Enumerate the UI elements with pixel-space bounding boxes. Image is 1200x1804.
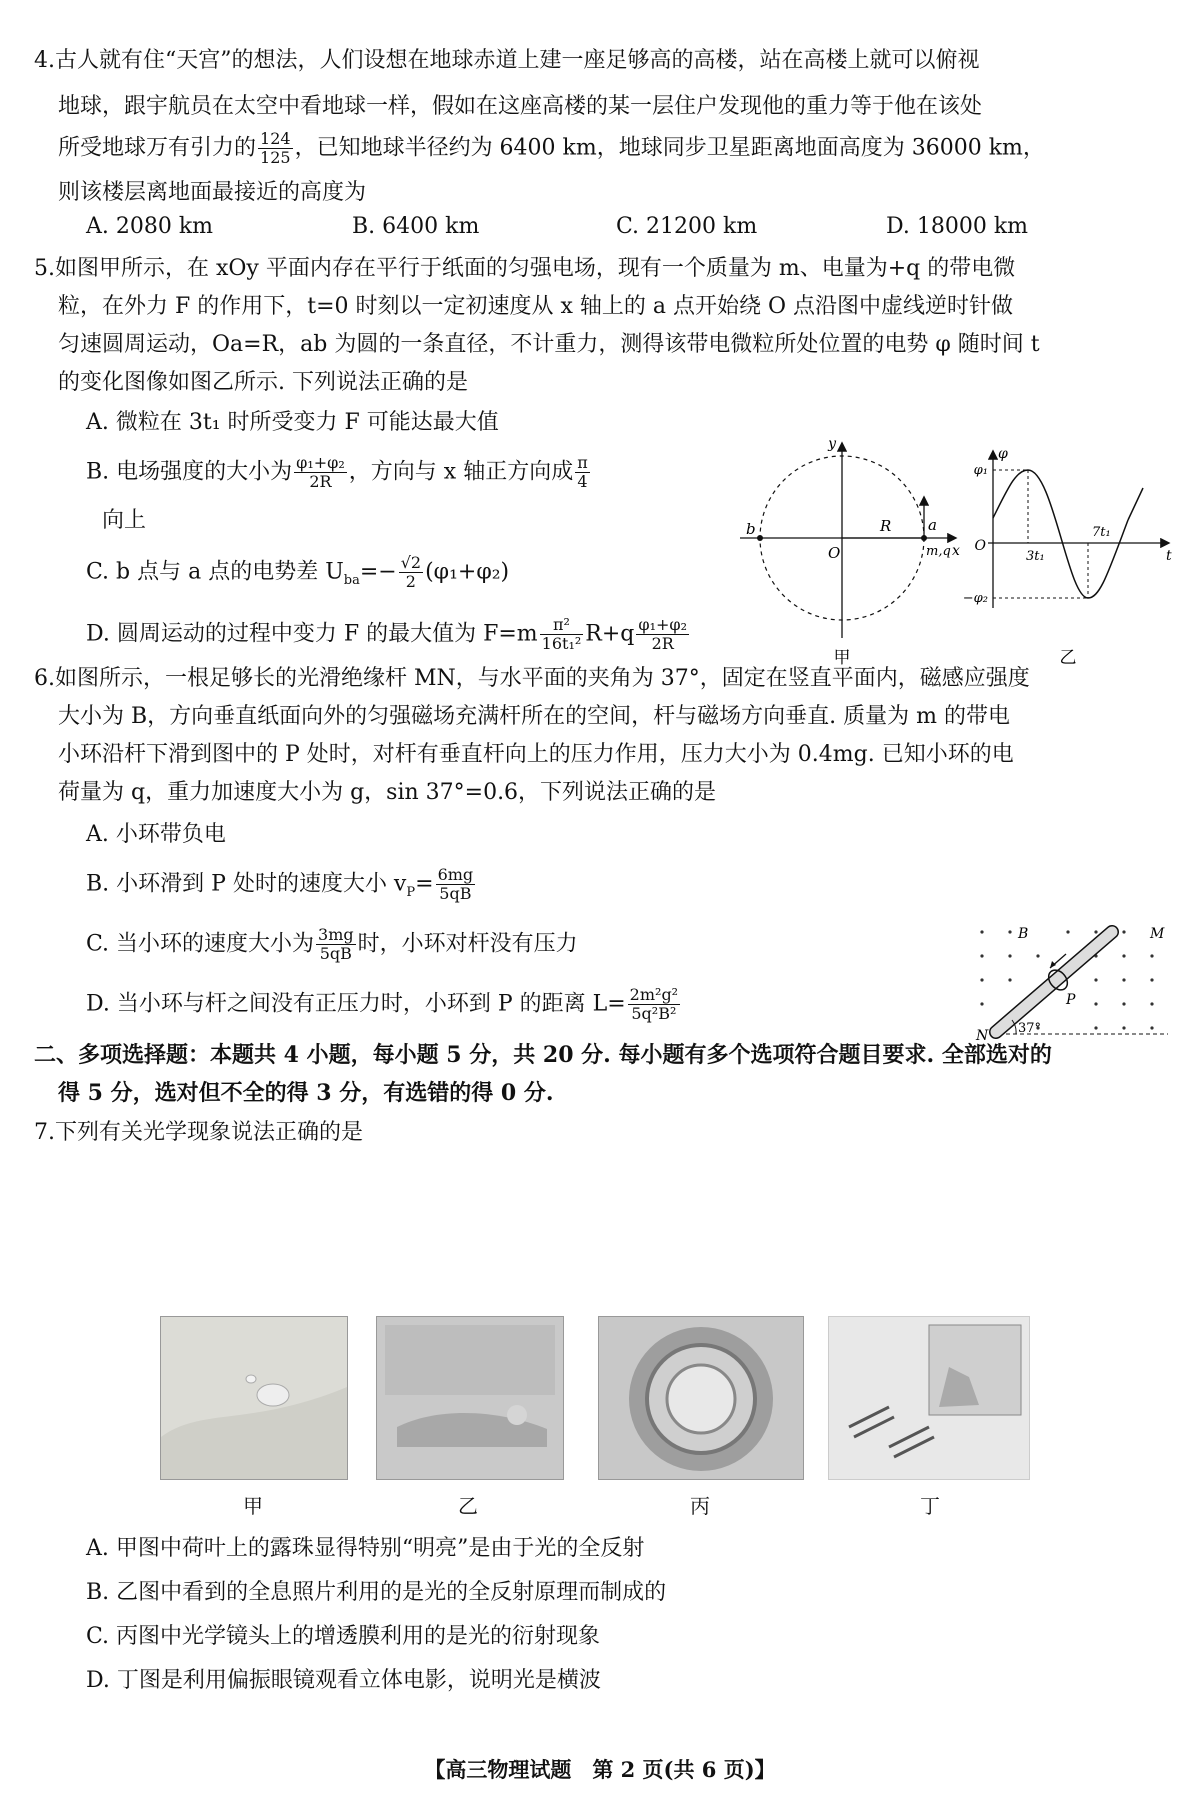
q6-optb-frac-num: 6mg (437, 865, 474, 884)
caption-yi: 乙 (1059, 648, 1077, 668)
q4-line3 (58, 130, 1176, 167)
q5-optb-2: ，方向与 x 轴正方向成 (348, 459, 574, 485)
q5-optb-pi-den: 4 (577, 472, 588, 491)
q5-line4: 的变化图像如图乙所示. 下列说法正确的是 (58, 370, 468, 395)
hologram-illustration (377, 1317, 563, 1479)
photo-yi-hologram (376, 1316, 564, 1480)
q6-optb-1: B. 小环滑到 P 处时的速度大小 v (86, 871, 407, 897)
q4-line1: 4.古人就有住“天宫”的想法，人们设想在地球赤道上建一座足够高的高楼，站在高楼上就可以俯视 (34, 48, 980, 73)
q5-optb-frac-num: φ₁+φ₂ (296, 453, 345, 472)
q5-optd-frac2-den: 2R (651, 634, 674, 653)
q6-figure (970, 922, 1170, 1052)
label-phi2: −φ₂ (962, 591, 988, 606)
q6-optd-frac-den: 5q²B² (631, 1004, 677, 1023)
q5-optd-frac1 (540, 616, 584, 653)
q6-optb-frac (436, 866, 476, 903)
q5-optc-frac-num: √2 (400, 553, 422, 572)
q5-figure-yi (962, 446, 1173, 678)
label-N: N (976, 1028, 989, 1044)
q5-optb-pi-num: π (577, 453, 588, 472)
glasses-illustration (829, 1317, 1029, 1479)
q5-line2: 粒，在外力 F 的作用下，t=0 时刻以一定初速度从 x 轴上的 a 点开始绕 O 点沿图中虚线逆时针做 (58, 294, 1014, 319)
q5-line1: 5.如图甲所示，在 xOy 平面内存在平行于纸面的匀强电场，现有一个质量为 m、电量为+q 的带电微 (34, 256, 1016, 281)
q6-optc-2: 时，小环对杆没有压力 (357, 931, 578, 957)
q5-optb-frac (294, 454, 347, 491)
q4-option-b: B. 6400 km (352, 214, 480, 239)
caption-yi-photo: 乙 (458, 1494, 478, 1518)
q4-line4: 则该楼层离地面最接近的高度为 (58, 180, 367, 205)
label-y: y (828, 436, 836, 452)
label-x: x (952, 543, 960, 559)
point-a (921, 535, 927, 541)
q5-optb-frac-den: 2R (309, 472, 332, 491)
caption-jia: 甲 (833, 648, 851, 668)
label-R: R (880, 517, 892, 535)
q5-optd-frac2-num: φ₁+φ₂ (638, 615, 688, 634)
q4-line2: 地球，跟宇航员在太空中看地球一样，假如在这座高楼的某一层住户发现他的重力等于他在该处 (58, 94, 983, 119)
q6-optb-sub: P (406, 884, 416, 900)
q7-option-a: A. 甲图中荷叶上的露珠显得特别“明亮”是由于光的全反射 (86, 1536, 645, 1561)
q6-line4: 荷量为 q，重力加速度大小为 g，sin 37°=0.6，下列说法正确的是 (58, 780, 717, 805)
label-M: M (1150, 926, 1165, 942)
q7-option-b: B. 乙图中看到的全息照片利用的是光的全反射原理而制成的 (86, 1580, 667, 1605)
q6-option-b (86, 866, 1176, 908)
q4-option-d: D. 18000 km (886, 214, 1029, 239)
q6-optc-frac-num: 3mg (318, 925, 354, 944)
q5-optd-frac1-den: 16t₁² (541, 634, 582, 653)
rod-fill (996, 932, 1112, 1032)
q6-optc-1: C. 当小环的速度大小为 (86, 931, 315, 957)
q4-line3-b: ，已知地球半径约为 6400 km，地球同步卫星距离地面高度为 36000 km， (294, 135, 1045, 161)
q7-option-c: C. 丙图中光学镜头上的增透膜利用的是光的衍射现象 (86, 1624, 601, 1649)
q5-optc-2: =− (359, 559, 397, 585)
q4-option-a: A. 2080 km (86, 214, 214, 239)
label-a: a (928, 516, 937, 534)
q5-option-b-cont: 向上 (102, 508, 147, 533)
q7-option-d: D. 丁图是利用偏振眼镜观看立体电影，说明光是横波 (86, 1668, 601, 1693)
label-B: B (1018, 926, 1029, 942)
label-P: P (1066, 992, 1076, 1008)
q5-optc-3: (φ₁+φ₂) (425, 559, 510, 585)
q6-optc-frac-den: 5qB (319, 944, 352, 963)
photo-jia-dewdrop (160, 1316, 348, 1480)
label-mq: m,q (926, 544, 951, 559)
q6-line2: 大小为 B，方向垂直纸面向外的匀强磁场充满杆所在的空间，杆与磁场方向垂直. 质量为 m 的带电 (58, 704, 1010, 729)
q6-line3: 小环沿杆下滑到图中的 P 处时，对杆有垂直杆向上的压力作用，压力大小为 0.4mg. 已知小环的电 (58, 742, 1014, 767)
q6-optd-frac (628, 986, 680, 1023)
q4-frac-num: 124 (260, 129, 291, 148)
q4-line3-a: 所受地球万有引力的 (58, 135, 257, 161)
q4-option-c: C. 21200 km (616, 214, 758, 239)
lens-illustration (599, 1317, 803, 1479)
label-7t1: 7t₁ (1092, 525, 1111, 540)
caption-bing-photo: 丙 (690, 1494, 710, 1518)
q5-optc-frac-den: 2 (405, 572, 416, 591)
q4-fraction (258, 130, 293, 167)
q6-line1: 6.如图所示，一根足够长的光滑绝缘杆 MN，与水平面的夹角为 37°，固定在竖直平面内，磁感应强度 (34, 666, 1030, 691)
point-b (757, 535, 763, 541)
label-phi1: φ₁ (973, 463, 988, 478)
q5-optd-2: R+q (585, 621, 635, 647)
q6-optc-frac (316, 926, 356, 963)
label-t: t (1166, 548, 1172, 564)
q6-optd-1: D. 当小环与杆之间没有正压力时，小环到 P 的距离 L= (86, 991, 626, 1017)
q5-line3: 匀速圆周运动，Oa=R，ab 为圆的一条直径，不计重力，测得该带电微粒所处位置的电势 φ 随时间 t (58, 332, 1040, 357)
label-O: O (828, 544, 841, 562)
label-O-yi: O (974, 538, 986, 554)
page-footer: 【高三物理试题 第 2 页(共 6 页)】 (424, 1757, 776, 1782)
q5-figure-jia (740, 438, 965, 678)
q6-option-a: A. 小环带负电 (86, 822, 226, 847)
q7-line1: 7.下列有关光学现象说法正确的是 (34, 1120, 363, 1145)
q5-optb-pi (575, 454, 590, 491)
section2-line1: 二、多项选择题：本题共 4 小题，每小题 5 分，共 20 分. 每小题有多个选项符合题目要求. 全部选对的 (34, 1042, 1052, 1068)
q6-optb-frac-den: 5qB (439, 884, 472, 903)
q6-optb-2: = (415, 871, 434, 897)
photo-ding-3d-glasses (828, 1316, 1030, 1480)
q5-optc-sub: ba (343, 572, 360, 588)
photo-bing-lens (598, 1316, 804, 1480)
q6-optd-frac-num: 2m²g² (629, 985, 679, 1004)
q5-optc-frac (399, 554, 423, 591)
q5-option-a: A. 微粒在 3t₁ 时所受变力 F 可能达最大值 (86, 410, 499, 435)
label-b: b (746, 520, 756, 538)
section2-line2: 得 5 分，选对但不全的得 3 分，有选错的得 0 分. (58, 1080, 554, 1106)
label-angle: 37° (1018, 1021, 1042, 1036)
q4-frac-den: 125 (260, 148, 291, 167)
q5-optb-1: B. 电场强度的大小为 (86, 459, 293, 485)
q5-optd-frac1-num: π² (540, 616, 584, 635)
q5-optc-1: C. b 点与 a 点的电势差 U (86, 559, 344, 585)
caption-jia-photo: 甲 (243, 1494, 263, 1518)
caption-ding-photo: 丁 (920, 1494, 940, 1518)
label-phi: φ (998, 446, 1008, 462)
label-3t1: 3t₁ (1026, 549, 1045, 564)
q5-optd-1: D. 圆周运动的过程中变力 F 的最大值为 F=m (86, 621, 538, 647)
dewdrop-illustration (161, 1317, 347, 1479)
q5-optd-frac2 (636, 616, 689, 653)
